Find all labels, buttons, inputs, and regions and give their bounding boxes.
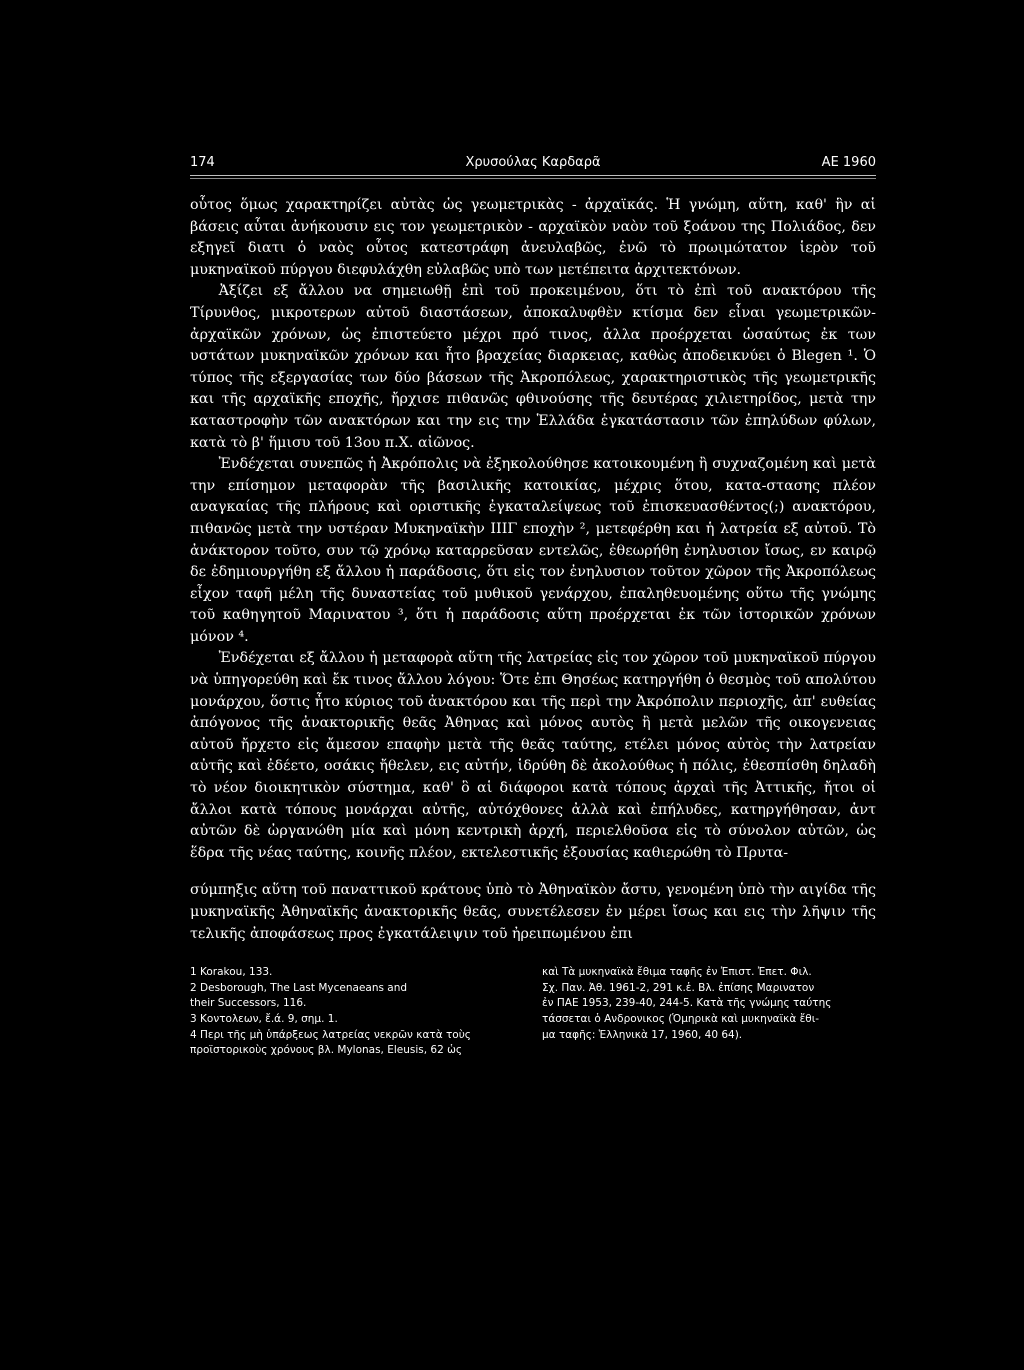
paragraph: Ἐνδέχεται εξ ἄλλου ἡ μεταφορὰ αὕτη τῆς λατρείας εἰς τον χῶρον τοῦ μυκηναϊκοῦ πύργου νὰ ὑπηγορεύθη καὶ ἔκ τινος ἄλλου λόγου: Ὅτε ἐπι Θησέως κατηργήθη ὁ θεσμὸς τοῦ απολύτου μονάρχου, ὅστις ἦτο κύριος τοῦ ἀνακτόρου και τῆς περὶ την Ἀκρόπολιν περιοχῆς, ἀπ' ευθείας ἀπόγονος τῆς ἀνακτορικῆς θεᾶς Ἀθηνας καὶ μόνος αυτὸς ἢ μετὰ μελῶν τῆς οικογενειας αὐτοῦ ἤρχετο εἰς ἄμεσον επαφὴν μετὰ τῆς θεᾶς ταύτης, ετέλει μόνος αὐτὸς τὴν λατρείαν αὐτῆς καὶ ἐδέετο, οσάκις ἤθελεν, εις αὐτήν, ἱδρύθη δὲ ἀκολούθως ἡ πόλις, ἐθεσπίσθη δηλαδὴ τὸ νέον διοικητικὸν σύστημα, καθ' ὃ αἱ διάφοροι κατὰ τόπους ἀρχαὶ τῆς Ἀττικῆς, ἤτοι οἱ ἄλλοι κατὰ τόπους μονάρχαι αὐτῆς, αὐτόχθονες ἀλλὰ καὶ ἐπήλυδες, κατηργήθησαν, ἀντ αὐτῶν δὲ ὠργανώθη μία καὶ μόνη κεντρικὴ ἀρχή, περιελθοῦσα εἰς τὸ σύνολον αὐτῶν, ὡς ἕδρα τῆς νέας ταύτης, κοινῆς πλέον, εκτελεστικῆς ἐξουσίας καθιερώθη τὸ Πρυτα- bbox=[190, 650, 876, 861]
footnote-line: τάσσεται ὁ Ανδρονικος (Ὁμηρικὰ καὶ μυκηναϊκὰ ἔθι- bbox=[542, 1012, 820, 1025]
running-header bbox=[190, 150, 876, 172]
footnote-line: their Successors, 116. bbox=[190, 997, 307, 1010]
paragraph: Ἀξίζει εξ ἄλλου να σημειωθῇ ἐπὶ τοῦ προκειμένου, ὅτι τὸ ἐπὶ τοῦ ανακτόρου τῆς Τίρυνθος, μικροτερων αὐτοῦ διαστάσεων, ἀποκαλυφθὲν κτίσμα δεν εἶναι γεωμετρικῶν-ἀρχαϊκῶν χρόνων, ὡς ἐπιστεύετο μέχρι πρό τινος, ἀλλα προέρχεται ὡσαύτως ἐκ των υστάτων μυκηναϊκῶν χρόνων και ἦτο βραχείας διαρκειας, καθὼς ἀποδεικνύει ὁ Blegen ¹. Ὁ τύπος τῆς εξεργασίας των δύο βάσεων τῆς Ἀκροπόλεως, χαρακτηριστικὸς τῆς γεωμετρικῆς και τῆς αρχαϊκῆς εποχῆς, ἤρχισε πιθανῶς φθινούσης τῆς δευτέρας χιλιετηρίδος, μετὰ την καταστροφὴν τῶν ανακτόρων και την εις την Ἑλλάδα ἐγκατάστασιν τῶν ἐπηλύδων φύλων, κατὰ τὸ β' ἥμισυ τοῦ 13ου π.Χ. αἰῶνος. bbox=[190, 283, 876, 451]
header-rule-secondary bbox=[190, 178, 876, 179]
footnote-line: ἐν ΠΑΕ 1953, 239-40, 244-5. Κατὰ τῆς γνώμης ταύτης bbox=[542, 997, 832, 1010]
footnote-line: 2 Desborough, The Last Mycenaeans and bbox=[190, 981, 408, 994]
main-text bbox=[190, 195, 876, 864]
footnote-line: 1 Korakou, 133. bbox=[190, 966, 273, 979]
footnote-line: 4 Περι τῆς μὴ ὑπάρξεως λατρείας νεκρῶν κατὰ τοὺς bbox=[190, 1028, 471, 1041]
footnote-line: καὶ Τὰ μυκηναϊκὰ ἔθιμα ταφῆς ἐν Ἐπιστ. Ἐπετ. Φιλ. bbox=[542, 966, 812, 979]
continuation-text bbox=[190, 880, 876, 945]
footnote-line: Σχ. Παν. Ἀθ. 1961-2, 291 κ.ἑ. Βλ. ἐπίσης Μαρινατον bbox=[542, 981, 815, 994]
page bbox=[190, 150, 876, 1057]
paragraph: οὗτος ὅμως χαρακτηρίζει αὐτὰς ὡς γεωμετρικὰς - ἀρχαϊκάς. Ἡ γνώμη, αὕτη, καθ' ἣν αἱ βάσεις αὗται ἀνήκουσιν εις τον γεωμετρικὸν - αρχαϊκὸν ναὸν τοῦ ξοάνου της Πολιάδος, δεν εξηγεῖ διατι ὁ ναὸς οὗτος κατεστράφη ἀνευλαβῶς, ἐνῶ τὸ πρωιμώτατον ἱερὸν τοῦ μυκηναϊκοῦ πύργου διεφυλάχθη εὐλαβῶς υπὸ των μετέπειτα ἀρχιτεκτόνων. bbox=[190, 197, 876, 278]
footnote-line: 3 Κοντολεων, ἔ.ά. 9, σημ. 1. bbox=[190, 1012, 338, 1025]
journal-reference: ΑΕ 1960 bbox=[821, 155, 876, 170]
running-title-author: Χρυσούλας Καρδαρᾶ bbox=[465, 155, 601, 170]
footnote-line: μα ταφῆς: Ἑλληνικὰ 17, 1960, 40 64). bbox=[542, 1028, 743, 1041]
header-rule bbox=[190, 175, 876, 176]
paragraph: Ἐνδέχεται συνεπῶς ἡ Ἀκρόπολις νὰ ἐξηκολούθησε κατοικουμένη ἢ συχναζομένη καὶ μετὰ την επίσημον μεταφορὰν τῆς βασιλικῆς κατοικίας, μέχρις ὅτου, κατα-στασης πλέον αναγκαίας τῆς πλήρους καὶ οριστικῆς ἐγκαταλείψεως τοῦ ἐπισκευασθέντος(;) ανακτόρου, πιθανῶς μετὰ την υστέραν Μυκηναϊκὴν ΙΙΙΓ εποχὴν ², μετεφέρθη και ἡ λατρεία εξ αὐτοῦ. Τὸ ἀνάκτορον τοῦτο, συν τῷ χρόνῳ καταρρεῦσαν εντελῶς, ἐθεωρήθη ἐνηλυσιον ἴσως, εν καιρῷ δε ἐδημιουργήθη εξ ἄλλου ἡ παράδοσις, ὅτι εἰς τον ἐνηλυσιον τοῦτον χῶρον τῆς Ἀκροπόλεως εἶχον ταφῆ μέλη τῆς δυναστείας τοῦ μυθικοῦ γενάρχου, ἐπαληθευομένης οὕτω τῆς γνώμης τοῦ καθηγητοῦ Μαρινατου ³, ὅτι ἡ παράδοσις αὕτη προέρχεται ἐκ τῶν ἱστορικῶν χρόνων μόνον ⁴. bbox=[190, 456, 876, 645]
footnotes-left-column bbox=[190, 965, 520, 1059]
page-number: 174 bbox=[190, 155, 215, 170]
footnotes-right-column bbox=[542, 965, 872, 1043]
footnote-line: προϊστορικοὺς χρόνους βλ. Mylonas, Eleusis, 62 ὡς bbox=[190, 1044, 463, 1057]
paragraph: σύμπηξις αὕτη τοῦ παναττικοῦ κράτους ὑπὸ τὸ Ἀθηναϊκὸν ἄστυ, γενομένη ὑπὸ τὴν αιγίδα τῆς μυκηναϊκῆς Ἀθηναϊκῆς ἀνακτορικῆς θεᾶς, συνετέλεσεν ἐν μέρει ἴσως και εις τὴν λῆψιν τῆς τελικῆς ἀποφάσεως προς ἐγκατάλειψιν τοῦ ἠρειπωμένου ἐπι bbox=[190, 882, 876, 942]
